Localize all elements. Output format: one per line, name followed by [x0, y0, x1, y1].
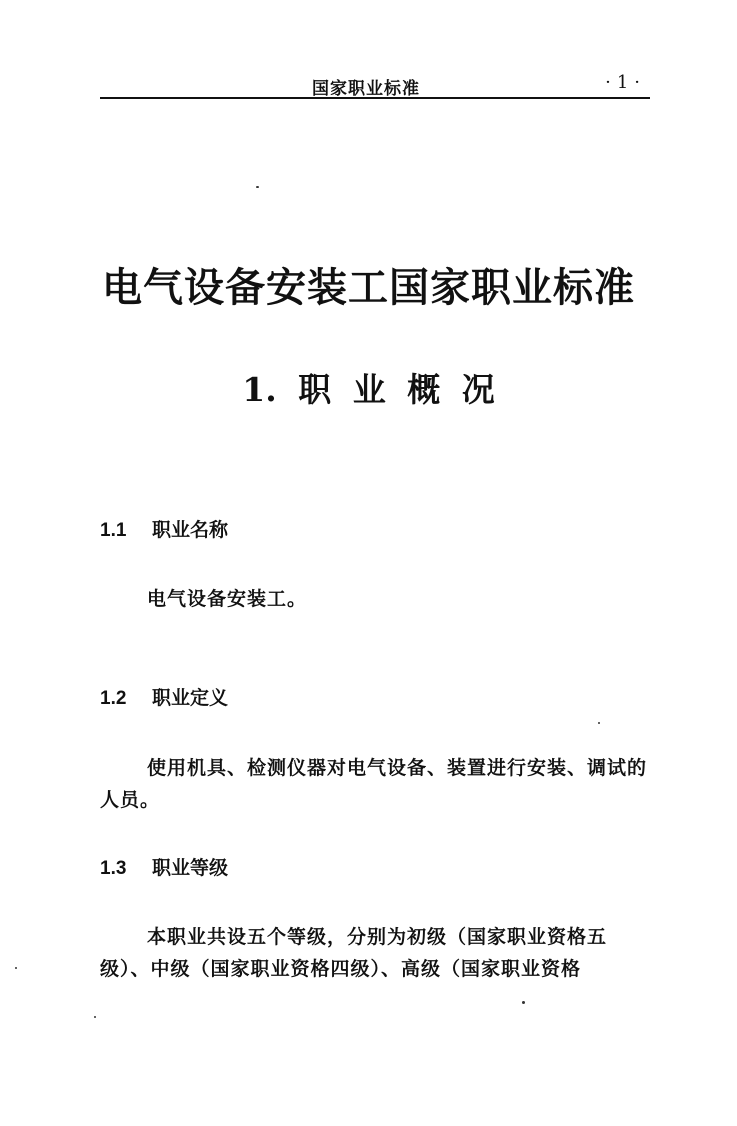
section-body-1-3: 本职业共设五个等级，分别为初级（国家职业资格五级）、中级（国家职业资格四级）、高级（国家职业资格: [100, 926, 608, 980]
section-body-1-1: 电气设备安装工。: [147, 588, 308, 610]
header-title: 国家职业标准: [312, 79, 420, 99]
section-heading-text: 职业定义: [152, 688, 229, 709]
section-heading-1-3: [100, 853, 228, 880]
section-heading-text: 职业名称: [152, 520, 229, 541]
section-number: 1.1: [100, 520, 127, 541]
scan-speck: [522, 1001, 525, 1004]
section-heading-1-1: [100, 515, 228, 542]
running-header: [100, 66, 650, 100]
section-heading-text: 职业等级: [152, 858, 229, 879]
scan-speck: [598, 722, 600, 724]
page-number: ·1·: [605, 72, 646, 93]
section-heading-1-2: [100, 683, 228, 710]
section-number: 1.2: [100, 688, 127, 709]
section-body-1-2: 使用机具、检测仪器对电气设备、装置进行安装、调试的人员。: [100, 757, 648, 811]
chapter-title: 1. 职 业 概 况: [242, 370, 495, 409]
scan-speck: [256, 186, 259, 188]
section-number: 1.3: [100, 858, 127, 879]
document-title: 电气设备安装工国家职业标准: [102, 264, 635, 311]
scan-speck: [15, 967, 17, 969]
scan-speck: [94, 1016, 96, 1018]
header-divider: [100, 97, 650, 99]
